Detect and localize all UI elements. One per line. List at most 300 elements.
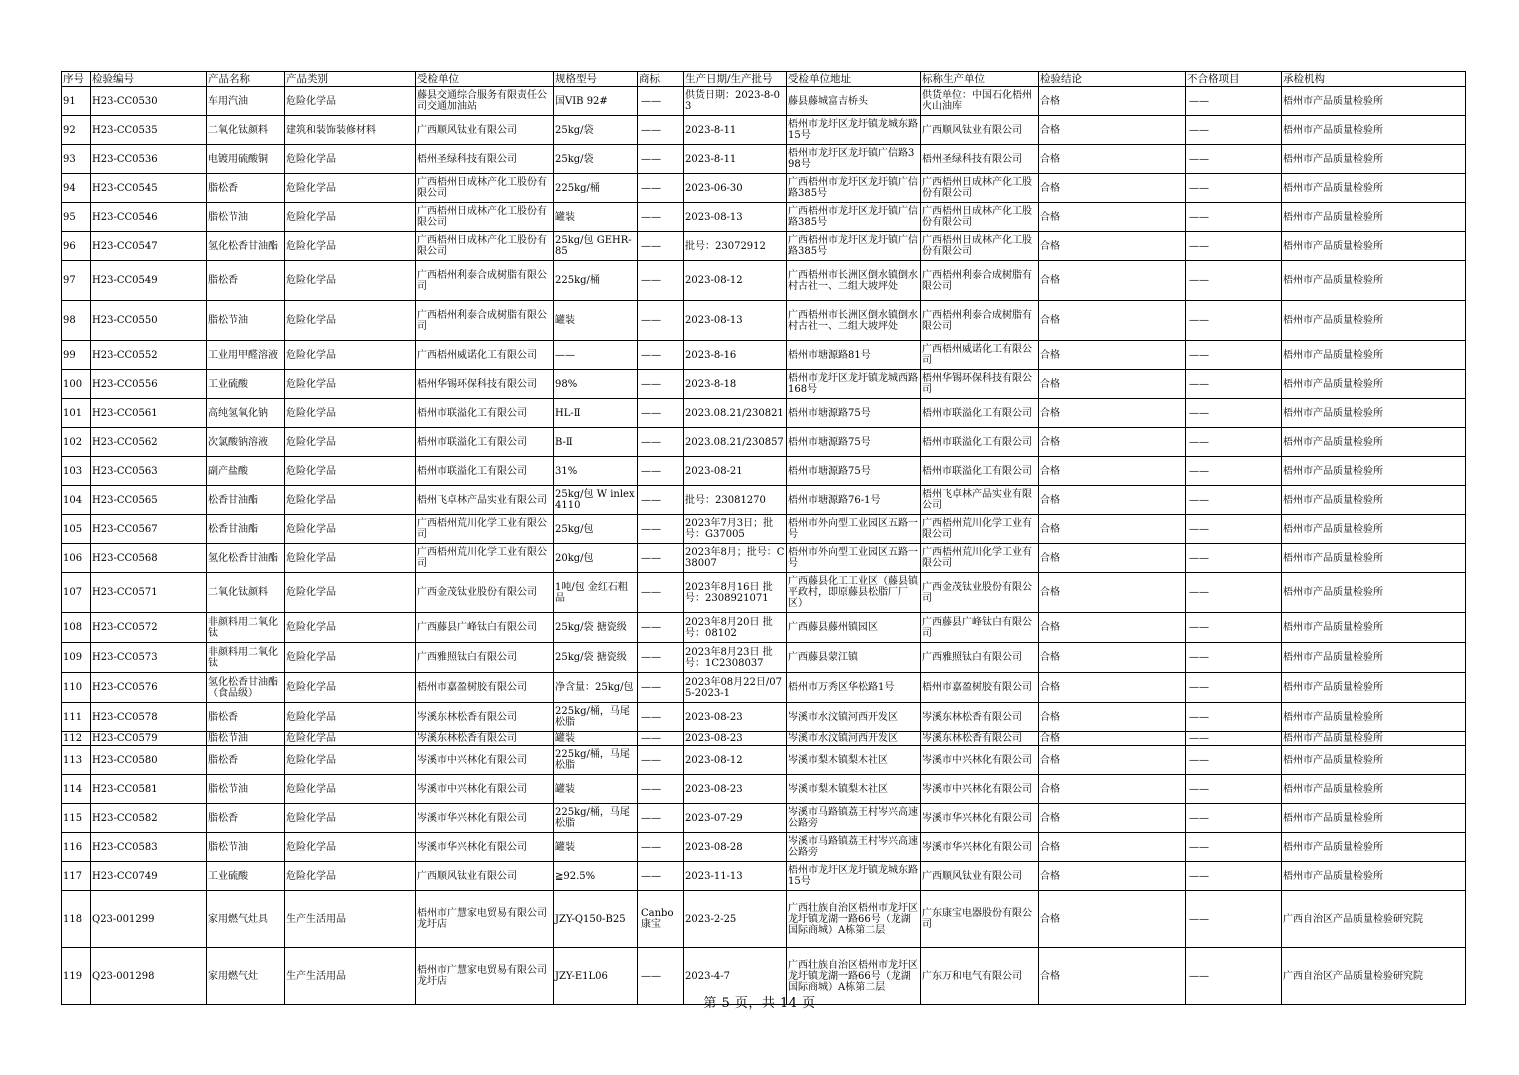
unit-address-cell: 岑溪市梨木镇梨木社区 [787, 746, 921, 775]
nonconforming-items-cell: —— [1186, 457, 1282, 486]
inspected-unit-cell: 岑溪市中兴林化有限公司 [416, 746, 554, 775]
nonconforming-items-cell: —— [1186, 116, 1282, 145]
spec-model-cell: HL-Ⅱ [554, 399, 638, 428]
inspection-agency-cell: 梧州市产品质量检验所 [1282, 544, 1466, 573]
conclusion-cell: 合格 [1039, 341, 1186, 370]
product-name-cell: 电镀用硫酸铜 [207, 145, 285, 174]
production-date-cell: 2023年8月16日 批号：2308921071 [684, 573, 787, 613]
production-date-cell: 2023-08-13 [684, 203, 787, 232]
conclusion-cell: 合格 [1039, 703, 1186, 732]
conclusion-cell: 合格 [1039, 174, 1186, 203]
nominal-manufacturer-cell: 岑溪东林松香有限公司 [921, 703, 1039, 732]
nonconforming-items-cell: —— [1186, 573, 1282, 613]
production-date-cell: 批号：23072912 [684, 232, 787, 261]
conclusion-cell: 合格 [1039, 732, 1186, 746]
conclusion-cell: 合格 [1039, 145, 1186, 174]
conclusion-cell: 合格 [1039, 833, 1186, 862]
inspection-agency-cell: 梧州市产品质量检验所 [1282, 399, 1466, 428]
serial-no-cell: 96 [62, 232, 91, 261]
conclusion-cell: 合格 [1039, 428, 1186, 457]
header-trademark: 商标 [638, 72, 684, 87]
nominal-manufacturer-cell: 广西金茂钛业股份有限公司 [921, 573, 1039, 613]
table-row [62, 261, 1466, 301]
inspection-no-cell: H23-CC0550 [91, 301, 207, 341]
product-category-cell: 危险化学品 [285, 261, 416, 301]
inspection-agency-cell: 梧州市产品质量检验所 [1282, 573, 1466, 613]
inspected-unit-cell: 岑溪市华兴林化有限公司 [416, 833, 554, 862]
table-row [62, 486, 1466, 515]
conclusion-cell: 合格 [1039, 232, 1186, 261]
nonconforming-items-cell: —— [1186, 746, 1282, 775]
nonconforming-items-cell: —— [1186, 948, 1282, 1005]
inspection-agency-cell: 梧州市产品质量检验所 [1282, 232, 1466, 261]
production-date-cell: 2023-08-23 [684, 732, 787, 746]
nonconforming-items-cell: —— [1186, 804, 1282, 833]
product-category-cell: 危险化学品 [285, 457, 416, 486]
production-date-cell: 2023-11-13 [684, 862, 787, 891]
inspection-no-cell: H23-CC0535 [91, 116, 207, 145]
nonconforming-items-cell: —— [1186, 833, 1282, 862]
spec-model-cell: 25kg/包 [554, 515, 638, 544]
production-date-cell: 2023.08.21/230821 [684, 399, 787, 428]
inspection-agency-cell: 梧州市产品质量检验所 [1282, 341, 1466, 370]
inspection-agency-cell: 梧州市产品质量检验所 [1282, 428, 1466, 457]
table-row [62, 87, 1466, 116]
spec-model-cell: 225kg/桶，马尾松脂 [554, 804, 638, 833]
trademark-cell: —— [638, 673, 684, 703]
trademark-cell: —— [638, 341, 684, 370]
product-name-cell: 次氯酸钠溶液 [207, 428, 285, 457]
trademark-cell: —— [638, 145, 684, 174]
inspected-unit-cell: 藤县交通综合服务有限责任公司交通加油站 [416, 87, 554, 116]
table-row [62, 116, 1466, 145]
product-name-cell: 松香甘油酯 [207, 515, 285, 544]
inspection-no-cell: H23-CC0582 [91, 804, 207, 833]
product-category-cell: 危险化学品 [285, 145, 416, 174]
unit-address-cell: 梧州市塘源路75号 [787, 457, 921, 486]
inspected-unit-cell: 广西梧州利泰合成树脂有限公司 [416, 301, 554, 341]
table-header-row [62, 72, 1466, 87]
header-production-date-batch: 生产日期/生产批号 [684, 72, 787, 87]
nominal-manufacturer-cell: 梧州市联溢化工有限公司 [921, 399, 1039, 428]
product-category-cell: 建筑和装饰装修材料 [285, 116, 416, 145]
production-date-cell: 2023-08-28 [684, 833, 787, 862]
inspection-agency-cell: 梧州市产品质量检验所 [1282, 203, 1466, 232]
conclusion-cell: 合格 [1039, 457, 1186, 486]
nominal-manufacturer-cell: 岑溪市华兴林化有限公司 [921, 833, 1039, 862]
trademark-cell: —— [638, 399, 684, 428]
inspection-no-cell: H23-CC0583 [91, 833, 207, 862]
conclusion-cell: 合格 [1039, 673, 1186, 703]
header-inspected-unit: 受检单位 [416, 72, 554, 87]
inspection-no-cell: H23-CC0749 [91, 862, 207, 891]
nonconforming-items-cell: —— [1186, 174, 1282, 203]
product-category-cell: 危险化学品 [285, 643, 416, 673]
nonconforming-items-cell: —— [1186, 515, 1282, 544]
nonconforming-items-cell: —— [1186, 891, 1282, 948]
production-date-cell: 2023-08-13 [684, 301, 787, 341]
table-row [62, 145, 1466, 174]
unit-address-cell: 岑溪市马路镇荔王村岑兴高速公路旁 [787, 833, 921, 862]
product-name-cell: 家用燃气灶具 [207, 891, 285, 948]
product-name-cell: 氢化松香甘油酯 [207, 544, 285, 573]
inspected-unit-cell: 梧州圣绿科技有限公司 [416, 145, 554, 174]
nominal-manufacturer-cell: 广西梧州荒川化学工业有限公司 [921, 544, 1039, 573]
product-name-cell: 车用汽油 [207, 87, 285, 116]
product-category-cell: 生产生活用品 [285, 948, 416, 1005]
production-date-cell: 2023-8-16 [684, 341, 787, 370]
nominal-manufacturer-cell: 广西雅照钛白有限公司 [921, 643, 1039, 673]
inspection-agency-cell: 梧州市产品质量检验所 [1282, 775, 1466, 804]
conclusion-cell: 合格 [1039, 544, 1186, 573]
serial-no-cell: 118 [62, 891, 91, 948]
conclusion-cell: 合格 [1039, 87, 1186, 116]
unit-address-cell: 梧州市万秀区华松路1号 [787, 673, 921, 703]
conclusion-cell: 合格 [1039, 301, 1186, 341]
table-row [62, 341, 1466, 370]
nominal-manufacturer-cell: 广东康宝电器股份有限公司 [921, 891, 1039, 948]
header-product-name: 产品名称 [207, 72, 285, 87]
table-row [62, 643, 1466, 673]
inspection-no-cell: H23-CC0581 [91, 775, 207, 804]
nominal-manufacturer-cell: 梧州华锡环保科技有限公司 [921, 370, 1039, 399]
product-category-cell: 危险化学品 [285, 486, 416, 515]
inspected-unit-cell: 梧州市联溢化工有限公司 [416, 428, 554, 457]
table-row [62, 370, 1466, 399]
inspected-unit-cell: 梧州市联溢化工有限公司 [416, 457, 554, 486]
trademark-cell: —— [638, 833, 684, 862]
inspection-agency-cell: 梧州市产品质量检验所 [1282, 833, 1466, 862]
conclusion-cell: 合格 [1039, 116, 1186, 145]
spec-model-cell: 1吨/包 金红石粗品 [554, 573, 638, 613]
product-name-cell: 脂松节油 [207, 833, 285, 862]
header-nonconforming-items: 不合格项目 [1186, 72, 1282, 87]
product-name-cell: 氢化松香甘油酯 [207, 232, 285, 261]
production-date-cell: 2023-8-18 [684, 370, 787, 399]
inspected-unit-cell: 广西藤县广峰钛白有限公司 [416, 613, 554, 643]
serial-no-cell: 115 [62, 804, 91, 833]
inspected-unit-cell: 广西梧州威诺化工有限公司 [416, 341, 554, 370]
product-category-cell: 危险化学品 [285, 573, 416, 613]
product-category-cell: 危险化学品 [285, 301, 416, 341]
unit-address-cell: 广西梧州市龙圩区龙圩镇广信路385号 [787, 232, 921, 261]
product-name-cell: 非颜料用二氧化钛 [207, 613, 285, 643]
serial-no-cell: 108 [62, 613, 91, 643]
conclusion-cell: 合格 [1039, 370, 1186, 399]
serial-no-cell: 116 [62, 833, 91, 862]
production-date-cell: 2023-08-23 [684, 775, 787, 804]
serial-no-cell: 97 [62, 261, 91, 301]
inspected-unit-cell: 梧州市嘉盈树胶有限公司 [416, 673, 554, 703]
trademark-cell: —— [638, 203, 684, 232]
inspection-agency-cell: 梧州市产品质量检验所 [1282, 116, 1466, 145]
product-category-cell: 危险化学品 [285, 428, 416, 457]
nonconforming-items-cell: —— [1186, 87, 1282, 116]
serial-no-cell: 117 [62, 862, 91, 891]
product-name-cell: 脂松节油 [207, 775, 285, 804]
spec-model-cell: 25kg/袋 搪瓷级 [554, 643, 638, 673]
product-category-cell: 危险化学品 [285, 232, 416, 261]
production-date-cell: 2023年8月23日 批号：1C2308037 [684, 643, 787, 673]
nonconforming-items-cell: —— [1186, 862, 1282, 891]
inspection-agency-cell: 梧州市产品质量检验所 [1282, 515, 1466, 544]
product-category-cell: 危险化学品 [285, 613, 416, 643]
inspection-agency-cell: 梧州市产品质量检验所 [1282, 862, 1466, 891]
conclusion-cell: 合格 [1039, 515, 1186, 544]
product-name-cell: 脂松节油 [207, 301, 285, 341]
inspected-unit-cell: 梧州华锡环保科技有限公司 [416, 370, 554, 399]
nonconforming-items-cell: —— [1186, 732, 1282, 746]
table-row [62, 862, 1466, 891]
conclusion-cell: 合格 [1039, 613, 1186, 643]
production-date-cell: 2023年7月3日；批号：G37005 [684, 515, 787, 544]
serial-no-cell: 109 [62, 643, 91, 673]
serial-no-cell: 104 [62, 486, 91, 515]
table-row [62, 544, 1466, 573]
inspection-agency-cell: 梧州市产品质量检验所 [1282, 301, 1466, 341]
nominal-manufacturer-cell: 岑溪市中兴林化有限公司 [921, 746, 1039, 775]
spec-model-cell: 国VIB 92# [554, 87, 638, 116]
inspected-unit-cell: 梧州市联溢化工有限公司 [416, 399, 554, 428]
inspected-unit-cell: 梧州市广慧家电贸易有限公司龙圩店 [416, 948, 554, 1005]
product-category-cell: 危险化学品 [285, 544, 416, 573]
inspection-no-cell: H23-CC0545 [91, 174, 207, 203]
nonconforming-items-cell: —— [1186, 301, 1282, 341]
inspection-no-cell: Q23-001298 [91, 948, 207, 1005]
inspection-no-cell: H23-CC0573 [91, 643, 207, 673]
nonconforming-items-cell: —— [1186, 428, 1282, 457]
inspection-no-cell: H23-CC0561 [91, 399, 207, 428]
header-spec-model: 规格型号 [554, 72, 638, 87]
table-row [62, 174, 1466, 203]
table-row [62, 457, 1466, 486]
nonconforming-items-cell: —— [1186, 399, 1282, 428]
nominal-manufacturer-cell: 供货单位：中国石化梧州火山油库 [921, 87, 1039, 116]
header-inspection-no: 检验编号 [91, 72, 207, 87]
table-row [62, 301, 1466, 341]
serial-no-cell: 93 [62, 145, 91, 174]
conclusion-cell: 合格 [1039, 261, 1186, 301]
inspection-agency-cell: 梧州市产品质量检验所 [1282, 703, 1466, 732]
inspection-no-cell: H23-CC0565 [91, 486, 207, 515]
header-unit-address: 受检单位地址 [787, 72, 921, 87]
product-name-cell: 二氧化钛颜料 [207, 573, 285, 613]
spec-model-cell: 25kg/袋 [554, 145, 638, 174]
serial-no-cell: 105 [62, 515, 91, 544]
nonconforming-items-cell: —— [1186, 486, 1282, 515]
serial-no-cell: 103 [62, 457, 91, 486]
serial-no-cell: 113 [62, 746, 91, 775]
inspected-unit-cell: 广西梧州利泰合成树脂有限公司 [416, 261, 554, 301]
spec-model-cell: 罐装 [554, 301, 638, 341]
production-date-cell: 2023.08.21/230857 [684, 428, 787, 457]
inspected-unit-cell: 岑溪东林松香有限公司 [416, 703, 554, 732]
conclusion-cell: 合格 [1039, 203, 1186, 232]
nominal-manufacturer-cell: 梧州市嘉盈树胶有限公司 [921, 673, 1039, 703]
serial-no-cell: 119 [62, 948, 91, 1005]
serial-no-cell: 92 [62, 116, 91, 145]
inspection-no-cell: H23-CC0572 [91, 613, 207, 643]
inspected-unit-cell: 广西顺风钛业有限公司 [416, 862, 554, 891]
inspected-unit-cell: 广西梧州荒川化学工业有限公司 [416, 515, 554, 544]
product-name-cell: 脂松香 [207, 261, 285, 301]
serial-no-cell: 114 [62, 775, 91, 804]
trademark-cell: —— [638, 613, 684, 643]
header-inspection-agency: 承检机构 [1282, 72, 1466, 87]
spec-model-cell: JZY-Q150-B25 [554, 891, 638, 948]
production-date-cell: 供货日期：2023-8-03 [684, 87, 787, 116]
inspection-no-cell: H23-CC0546 [91, 203, 207, 232]
nominal-manufacturer-cell: 广西梧州威诺化工有限公司 [921, 341, 1039, 370]
serial-no-cell: 110 [62, 673, 91, 703]
nominal-manufacturer-cell: 广西顺风钛业有限公司 [921, 862, 1039, 891]
unit-address-cell: 广西藤县化工工业区（藤县镇平政村，即原藤县松脂厂厂区） [787, 573, 921, 613]
table-row [62, 232, 1466, 261]
trademark-cell: —— [638, 515, 684, 544]
table-row [62, 775, 1466, 804]
nominal-manufacturer-cell: 广西梧州日成林产化工股份有限公司 [921, 203, 1039, 232]
serial-no-cell: 100 [62, 370, 91, 399]
unit-address-cell: 梧州市塘源路75号 [787, 399, 921, 428]
product-name-cell: 副产盐酸 [207, 457, 285, 486]
conclusion-cell: 合格 [1039, 643, 1186, 673]
unit-address-cell: 广西梧州市长洲区倒水镇倒水村古社一、二组大坡坪处 [787, 301, 921, 341]
header-conclusion: 检验结论 [1039, 72, 1186, 87]
spec-model-cell: 225kg/桶，马尾松脂 [554, 746, 638, 775]
inspection-agency-cell: 梧州市产品质量检验所 [1282, 457, 1466, 486]
inspection-no-cell: H23-CC0562 [91, 428, 207, 457]
product-category-cell: 危险化学品 [285, 515, 416, 544]
trademark-cell: —— [638, 87, 684, 116]
conclusion-cell: 合格 [1039, 891, 1186, 948]
inspection-no-cell: H23-CC0568 [91, 544, 207, 573]
production-date-cell: 2023-08-21 [684, 457, 787, 486]
table-row [62, 891, 1466, 948]
spec-model-cell: 25kg/包 GEHR-85 [554, 232, 638, 261]
nonconforming-items-cell: —— [1186, 261, 1282, 301]
table-row [62, 673, 1466, 703]
serial-no-cell: 106 [62, 544, 91, 573]
nonconforming-items-cell: —— [1186, 370, 1282, 399]
inspected-unit-cell: 梧州飞卓林产品实业有限公司 [416, 486, 554, 515]
product-category-cell: 危险化学品 [285, 673, 416, 703]
unit-address-cell: 岑溪市梨木镇梨木社区 [787, 775, 921, 804]
spec-model-cell: 25kg/包 W inlex4110 [554, 486, 638, 515]
table-row [62, 428, 1466, 457]
trademark-cell: —— [638, 174, 684, 203]
unit-address-cell: 梧州市塘源路75号 [787, 428, 921, 457]
inspection-no-cell: H23-CC0567 [91, 515, 207, 544]
serial-no-cell: 98 [62, 301, 91, 341]
unit-address-cell: 梧州市龙圩区龙圩镇广信路398号 [787, 145, 921, 174]
trademark-cell: Canbo康宝 [638, 891, 684, 948]
inspection-agency-cell: 梧州市产品质量检验所 [1282, 87, 1466, 116]
spec-model-cell: 25kg/袋 [554, 116, 638, 145]
table-row [62, 399, 1466, 428]
nominal-manufacturer-cell: 岑溪市华兴林化有限公司 [921, 804, 1039, 833]
nonconforming-items-cell: —— [1186, 145, 1282, 174]
table-row [62, 804, 1466, 833]
conclusion-cell: 合格 [1039, 862, 1186, 891]
conclusion-cell: 合格 [1039, 746, 1186, 775]
trademark-cell: —— [638, 804, 684, 833]
inspection-results-table [61, 71, 1466, 1005]
trademark-cell: —— [638, 261, 684, 301]
inspection-agency-cell: 广西自治区产品质量检验研究院 [1282, 948, 1466, 1005]
spec-model-cell: 25kg/袋 搪瓷级 [554, 613, 638, 643]
unit-address-cell: 岑溪市水汶镇河西开发区 [787, 703, 921, 732]
product-category-cell: 危险化学品 [285, 370, 416, 399]
serial-no-cell: 94 [62, 174, 91, 203]
unit-address-cell: 梧州市龙圩区龙圩镇龙城西路168号 [787, 370, 921, 399]
product-name-cell: 松香甘油酯 [207, 486, 285, 515]
unit-address-cell: 广西藤县藤州镇园区 [787, 613, 921, 643]
inspection-agency-cell: 梧州市产品质量检验所 [1282, 174, 1466, 203]
product-category-cell: 生产生活用品 [285, 891, 416, 948]
nominal-manufacturer-cell: 广西梧州荒川化学工业有限公司 [921, 515, 1039, 544]
inspected-unit-cell: 广西雅照钛白有限公司 [416, 643, 554, 673]
table-row [62, 746, 1466, 775]
nonconforming-items-cell: —— [1186, 613, 1282, 643]
trademark-cell: —— [638, 486, 684, 515]
spec-model-cell: JZY-E1L06 [554, 948, 638, 1005]
unit-address-cell: 广西梧州市龙圩区龙圩镇广信路385号 [787, 174, 921, 203]
nominal-manufacturer-cell: 广西梧州利泰合成树脂有限公司 [921, 301, 1039, 341]
trademark-cell: —— [638, 746, 684, 775]
inspected-unit-cell: 广西梧州日成林产化工股份有限公司 [416, 203, 554, 232]
inspection-no-cell: H23-CC0571 [91, 573, 207, 613]
header-product-category: 产品类别 [285, 72, 416, 87]
unit-address-cell: 梧州市塘源路81号 [787, 341, 921, 370]
nonconforming-items-cell: —— [1186, 703, 1282, 732]
unit-address-cell: 梧州市外向型工业园区五路一号 [787, 544, 921, 573]
serial-no-cell: 101 [62, 399, 91, 428]
nonconforming-items-cell: —— [1186, 341, 1282, 370]
nominal-manufacturer-cell: 广西藤县广峰钛白有限公司 [921, 613, 1039, 643]
table-row [62, 203, 1466, 232]
spec-model-cell: 98% [554, 370, 638, 399]
inspection-no-cell: H23-CC0556 [91, 370, 207, 399]
spec-model-cell: 31% [554, 457, 638, 486]
inspected-unit-cell: 广西梧州日成林产化工股份有限公司 [416, 232, 554, 261]
nominal-manufacturer-cell: 岑溪市中兴林化有限公司 [921, 775, 1039, 804]
product-category-cell: 危险化学品 [285, 341, 416, 370]
nonconforming-items-cell: —— [1186, 643, 1282, 673]
product-name-cell: 脂松香 [207, 703, 285, 732]
production-date-cell: 2023年8月20日 批号：08102 [684, 613, 787, 643]
production-date-cell: 2023-08-23 [684, 703, 787, 732]
nonconforming-items-cell: —— [1186, 232, 1282, 261]
unit-address-cell: 岑溪市马路镇荔王村岑兴高速公路旁 [787, 804, 921, 833]
spec-model-cell: 225kg/桶，马尾松脂 [554, 703, 638, 732]
unit-address-cell: 广西壮族自治区梧州市龙圩区龙圩镇龙湖一路66号（龙湖国际商城）A栋第二层 [787, 891, 921, 948]
conclusion-cell: 合格 [1039, 399, 1186, 428]
trademark-cell: —— [638, 862, 684, 891]
table-row [62, 573, 1466, 613]
unit-address-cell: 梧州市塘源路76-1号 [787, 486, 921, 515]
trademark-cell: —— [638, 948, 684, 1005]
inspected-unit-cell: 广西顺风钛业有限公司 [416, 116, 554, 145]
nominal-manufacturer-cell: 梧州圣绿科技有限公司 [921, 145, 1039, 174]
trademark-cell: —— [638, 775, 684, 804]
trademark-cell: —— [638, 573, 684, 613]
inspection-no-cell: H23-CC0536 [91, 145, 207, 174]
nonconforming-items-cell: —— [1186, 673, 1282, 703]
product-name-cell: 脂松节油 [207, 732, 285, 746]
product-category-cell: 危险化学品 [285, 174, 416, 203]
production-date-cell: 2023年8月；批号：C38007 [684, 544, 787, 573]
inspection-no-cell: H23-CC0576 [91, 673, 207, 703]
